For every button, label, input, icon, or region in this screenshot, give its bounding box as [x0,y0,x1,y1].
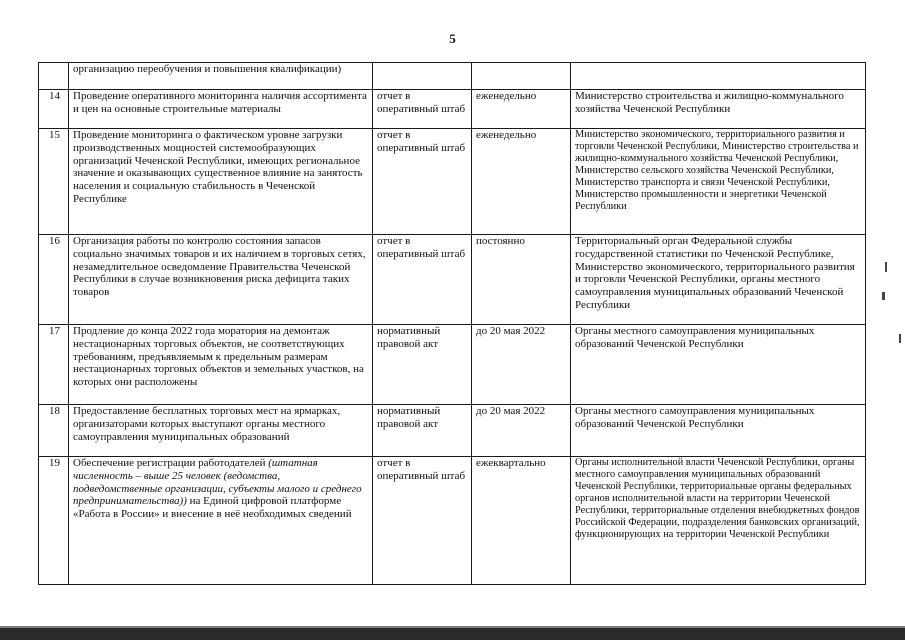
deadline-cell: еженедельно [472,129,571,235]
measure-cell: Предоставление бесплатных торговых мест на ярмарках, организаторами которых выступают органы местного самоуправления муниципальных образований [69,405,373,457]
responsible-cell: Органы исполнительной власти Чеченской Республики, органы местного самоуправления муниципальных образований Чеченской Республики, территориальные органы федеральных органов исполнительной власти на территории Чеченской Республики, территориальные отделения внебюджетных фондов Российской Федерации, подразделения банковских организаций, функционирующих на территории Чеченской Республики [571,457,866,585]
row-number: 16 [39,235,69,325]
deadline-cell: ежеквартально [472,457,571,585]
measure-cell: Продление до конца 2022 года моратория на демонтаж нестационарных торговых объектов, не соответствующих требованиям, предъявляемым к предельным размерам нестационарных торговых объектов и земельных участков, на которых они расположены [69,325,373,405]
measure-cell: Проведение оперативного мониторинга наличия ассортимента и цен на основные строительные материалы [69,90,373,129]
scan-speck [885,262,887,272]
measure-cell: организацию переобучения и повышения квалификации) [69,63,373,90]
scan-speck [882,292,885,300]
row-number: 14 [39,90,69,129]
responsible-cell: Министерство экономического, территориального развития и торговли Чеченской Республики, Министерство строительства и жилищно-коммунального хозяйства Чеченской Республики, Министерство сельского хозяйства Чеченской Республики, Министерство транспорта и связи Чеченской Республики, Министерство промышленности и энергетики Чеченской Республики [571,129,866,235]
measure-cell: Организация работы по контролю состояния запасов социально значимых товаров и их наличием в торговых сетях, незамедлительное осведомление Правительства Чеченской Республики в случае возникновения риска дефицита таких товаров [69,235,373,325]
scan-speck [899,334,901,343]
row-number [39,63,69,90]
table-row [39,90,866,129]
row-number: 17 [39,325,69,405]
measure-text: Обеспечение регистрации работодателей [73,457,269,469]
measure-cell: Проведение мониторинга о фактическом уровне загрузки производственных мощностей системообразующих организаций Чеченской Республики, имеющих региональное значение и оказывающих существенное влияние на занятость населения и социальную стабильность в Чеченской Республике [69,129,373,235]
table-row [39,405,866,457]
form-cell: нормативный правовой акт [373,325,472,405]
measure-text-continued: на Единой цифровой платформе «Работа в России» и внесение в неё необходимых сведений [73,495,352,521]
measure-italic-text: (штатная численность – выше 25 человек (ведомства, подведомственные организации, субъекты малого и среднего предпринимательства)) [73,457,362,508]
row-number: 18 [39,405,69,457]
row-number: 15 [39,129,69,235]
measures-table [38,62,866,585]
table-row [39,457,866,585]
deadline-cell: до 20 мая 2022 [472,405,571,457]
responsible-cell: Министерство строительства и жилищно-коммунального хозяйства Чеченской Республики [571,90,866,129]
responsible-cell [571,63,866,90]
table-row [39,129,866,235]
deadline-cell: постоянно [472,235,571,325]
table-row [39,325,866,405]
scan-edge [0,628,905,640]
table-row [39,235,866,325]
form-cell: отчет в оперативный штаб [373,457,472,585]
form-cell: отчет в оперативный штаб [373,90,472,129]
form-cell: отчет в оперативный штаб [373,235,472,325]
measure-cell [69,457,373,585]
form-cell: отчет в оперативный штаб [373,129,472,235]
responsible-cell: Территориальный орган Федеральной службы государственной статистики по Чеченской Республике, Министерство экономического, территориального развития и торговли Чеченской Республики, органы местного самоуправления муниципальных образований Чеченской Республики [571,235,866,325]
form-cell: нормативный правовой акт [373,405,472,457]
deadline-cell: до 20 мая 2022 [472,325,571,405]
form-cell [373,63,472,90]
table-row [39,63,866,90]
row-number: 19 [39,457,69,585]
responsible-cell: Органы местного самоуправления муниципальных образований Чеченской Республики [571,325,866,405]
deadline-cell [472,63,571,90]
deadline-cell: еженедельно [472,90,571,129]
page-number: 5 [449,31,456,46]
responsible-cell: Органы местного самоуправления муниципальных образований Чеченской Республики [571,405,866,457]
